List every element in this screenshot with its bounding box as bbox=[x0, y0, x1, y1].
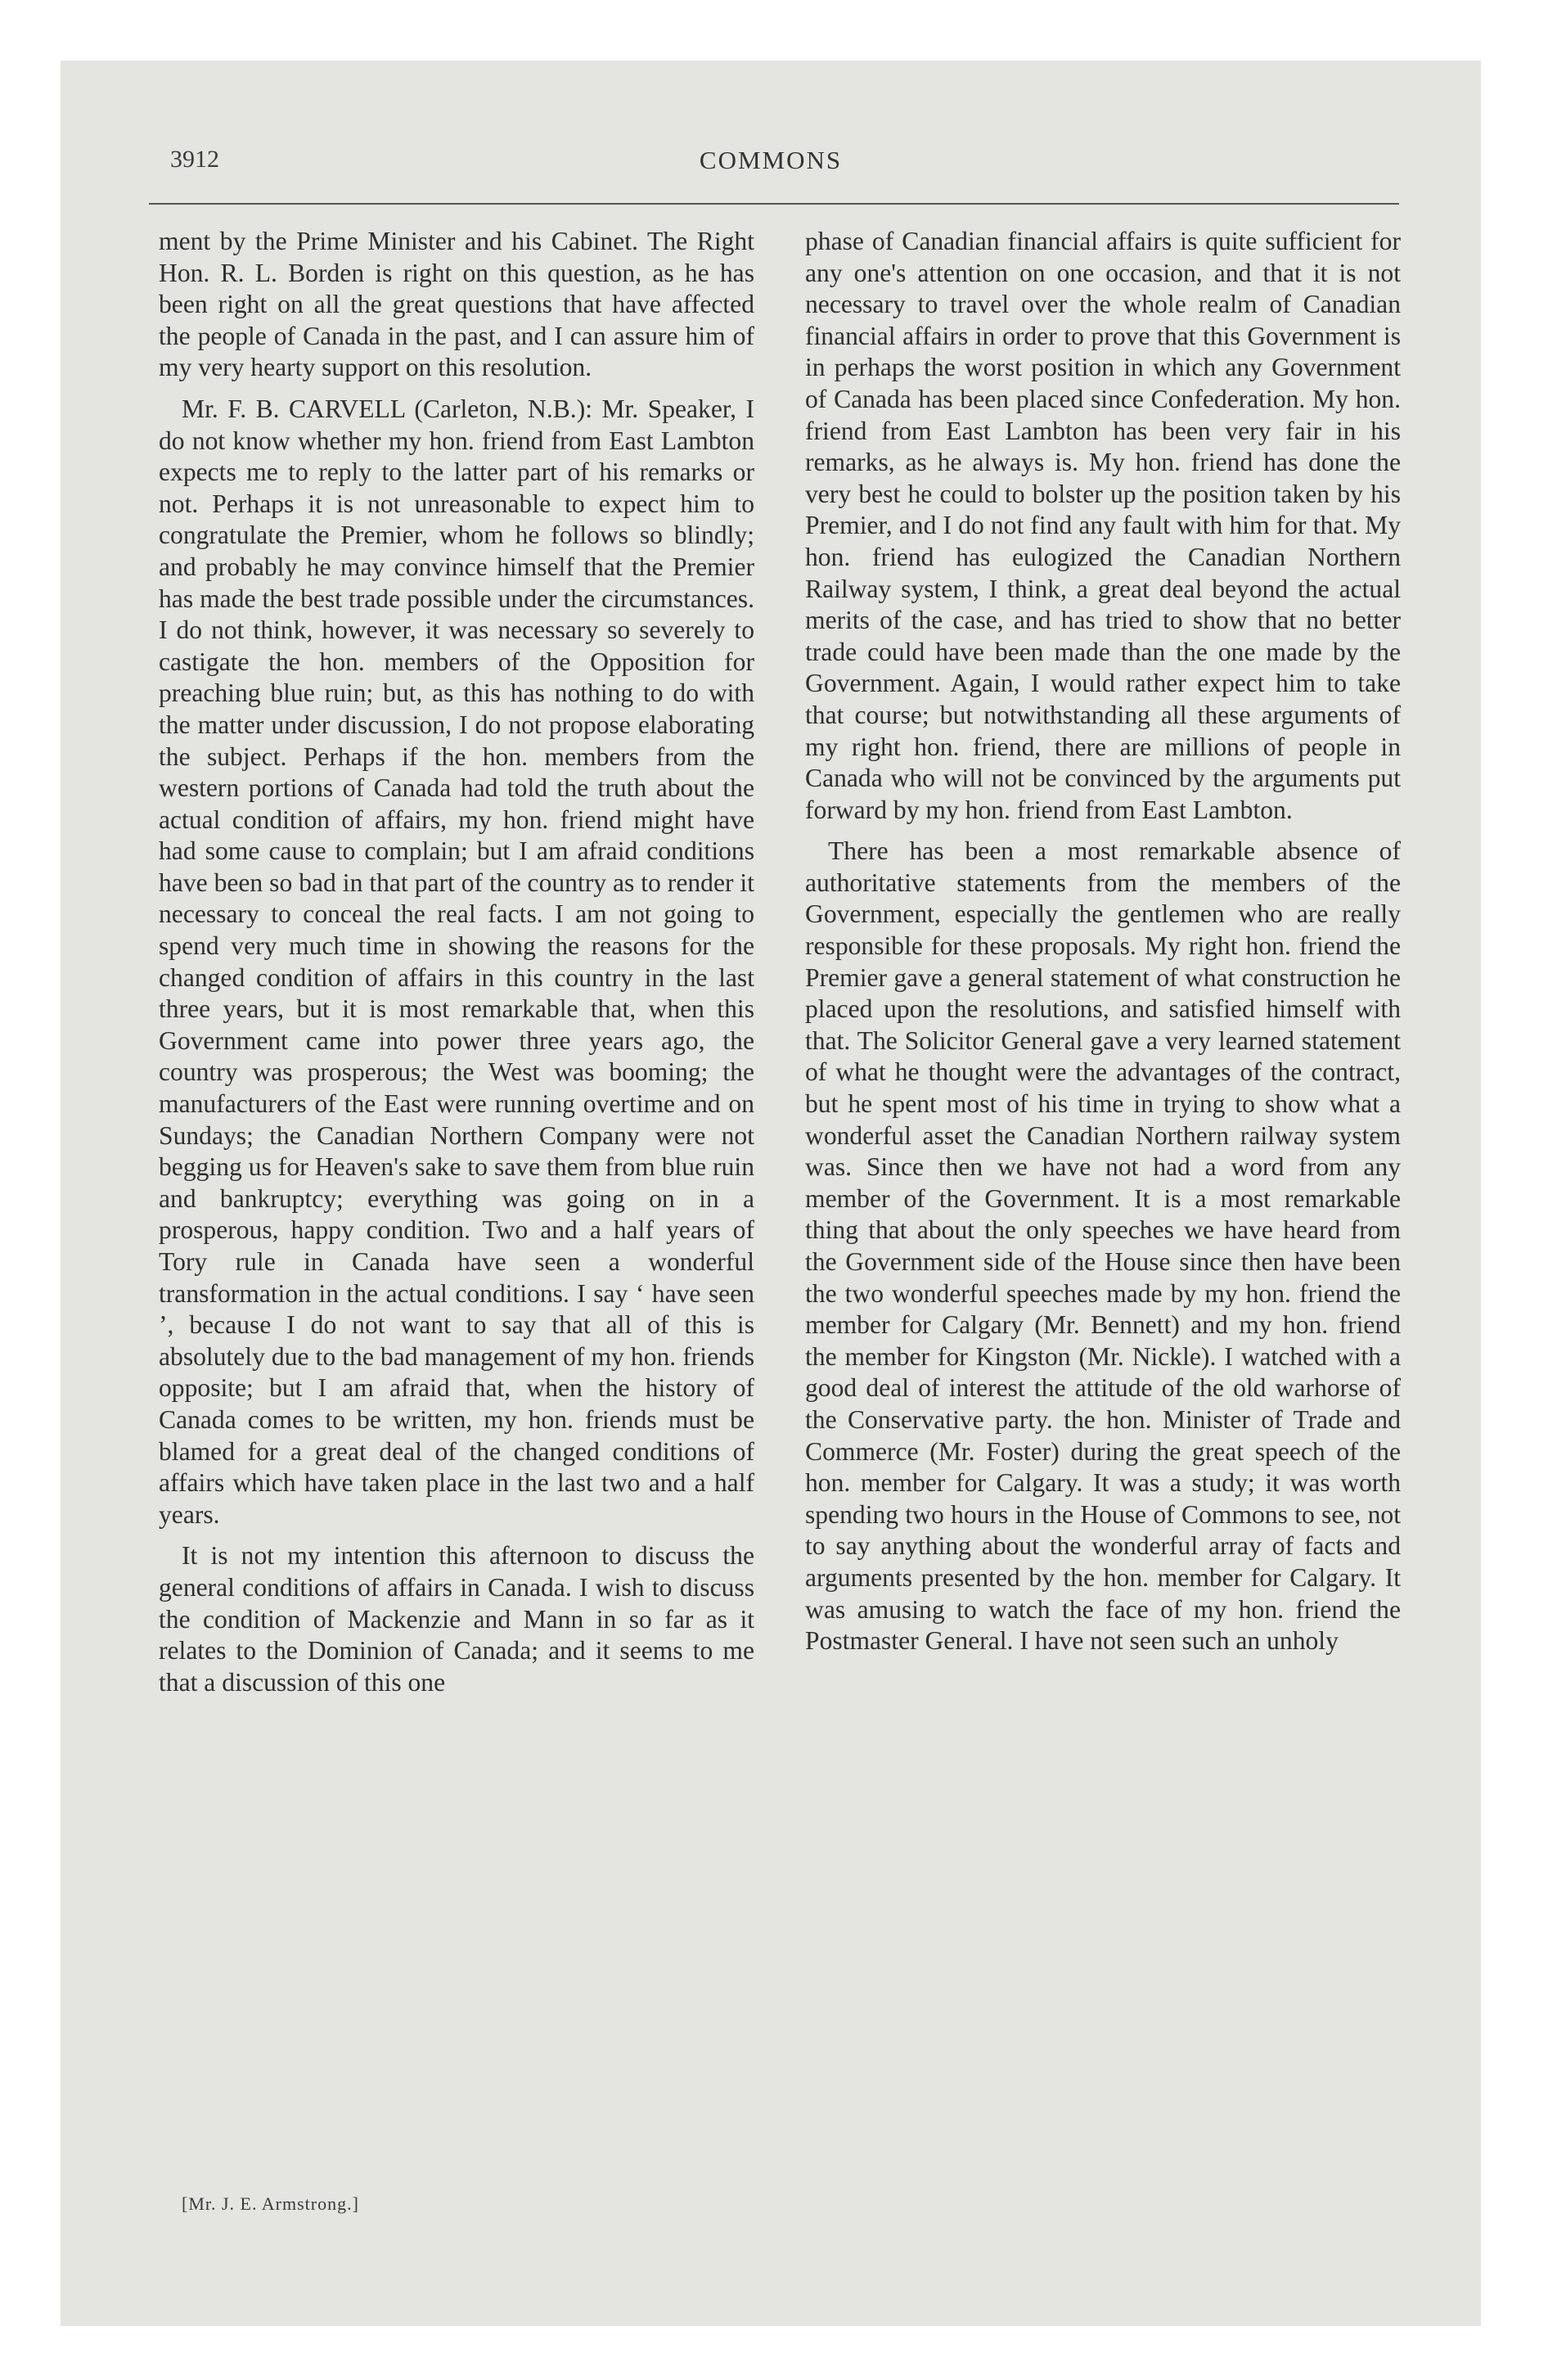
left-column bbox=[159, 226, 754, 1708]
paragraph-continued: ment by the Prime Minister and his Cabinet. The Right Hon. R. L. Borden is right on this question, as he has been right on all the great questions that have affected the people of Canada in the past, and I can assure him of my very hearty support on this resolution. bbox=[159, 227, 754, 382]
paragraph: It is not my intention this afternoon to discuss the general conditions of affairs in Canada. I wish to discuss the condition of Mackenzie and Mann in so far as it relates to the Dominion of Canada; and it seems to me that a discussion of this one bbox=[159, 1541, 754, 1697]
right-column bbox=[805, 226, 1401, 1667]
paragraph-continued: phase of Canadian financial affairs is quite sufficient for any one's attention on one occasion, and that it is not necessary to travel over the whole realm of Canadian financial affairs in order to prove that this Government is in perhaps the worst position in which any Government of Canada has been placed since Confederation. My hon. friend from East Lambton has been very fair in his remarks, as he always is. My hon. friend has done the very best he could to bolster up the position taken by his Premier, and I do not find any fault with him for that. My hon. friend has eulogized the Canadian Northern Railway system, I think, a great deal beyond the actual merits of the case, and has tried to show that no better trade could have been made than the one made by the Government. Again, I would rather expect him to take that course; but notwithstanding all these arguments of my right hon. friend, there are millions of people in Canada who will not be convinced by the arguments put forward by my hon. friend from East Lambton. bbox=[805, 227, 1401, 824]
running-title: COMMONS bbox=[699, 146, 843, 174]
paragraph-carvell-opening: Mr. F. B. CARVELL (Carleton, N.B.): Mr. Speaker, I do not know whether my hon. friend from East Lambton expects me to reply to the latter part of his remarks or not. Perhaps it is not unreasonable to expect him to congratulate the Premier, whom he follows so blindly; and probably he may convince himself that the Premier has made the best trade possible under the circumstances. I do not think, however, it was necessary so severely to castigate the hon. members of the Opposition for preaching blue ruin; but, as this has nothing to do with the matter under discussion, I do not propose elaborating the subject. Perhaps if the hon. members from the western portions of Canada had told the truth about the actual condition of affairs, my hon. friend might have had some cause to complain; but I am afraid conditions have been so bad in that part of the country as to render it necessary to conceal the real facts. I am not going to spend very much time in showing the reasons for the changed condition of affairs in this country in the last three years, but it is most remarkable that, when this Government came into power three years ago, the country was prosperous; the West was booming; the manufacturers of the East were running overtime and on Sundays; the Canadian Northern Company were not begging us for Heaven's sake to save them from blue ruin and bankruptcy; everything was going on in a prosperous, happy condition. Two and a half years of Tory rule in Canada have seen a wonderful transformation in the actual conditions. I say ‘ have seen ’, because I do not want to say that all of this is absolutely due to the bad management of my hon. friends opposite; but I am afraid that, when the history of Canada comes to be written, my hon. friends must be blamed for a great deal of the changed conditions of affairs which have taken place in the last two and a half years. bbox=[159, 394, 754, 1529]
paragraph: There has been a most remarkable absence of authoritative statements from the members of the Government, especially the gentlemen who are really responsible for these proposals. My right hon. friend the Premier gave a general statement of what construction he placed upon the resolutions, and satisfied himself with that. The Solicitor General gave a very learned statement of what he thought were the advantages of the contract, but he spent most of his time in trying to show what a wonderful asset the Canadian Northern railway system was. Since then we have not had a word from any member of the Government. It is a most remarkable thing that about the only speeches we have heard from the Government side of the House since then have been the two wonderful speeches made by my hon. friend the member for Calgary (Mr. Bennett) and my hon. friend the member for Kingston (Mr. Nickle). I watched with a good deal of interest the attitude of the old warhorse of the Conservative party. the hon. Minister of Trade and Commerce (Mr. Foster) during the great speech of the hon. member for Calgary. It was a study; it was worth spending two hours in the House of Commons to see, not to say anything about the wonderful array of facts and arguments presented by the hon. member for Calgary. It was amusing to watch the face of my hon. friend the Postmaster General. I have not seen such an unholy bbox=[805, 836, 1401, 1656]
page-number: 3912 bbox=[170, 146, 219, 173]
speaker-note: [Mr. J. E. Armstrong.] bbox=[182, 2193, 359, 2214]
header-rule bbox=[149, 203, 1399, 205]
scanned-page bbox=[61, 61, 1481, 2326]
